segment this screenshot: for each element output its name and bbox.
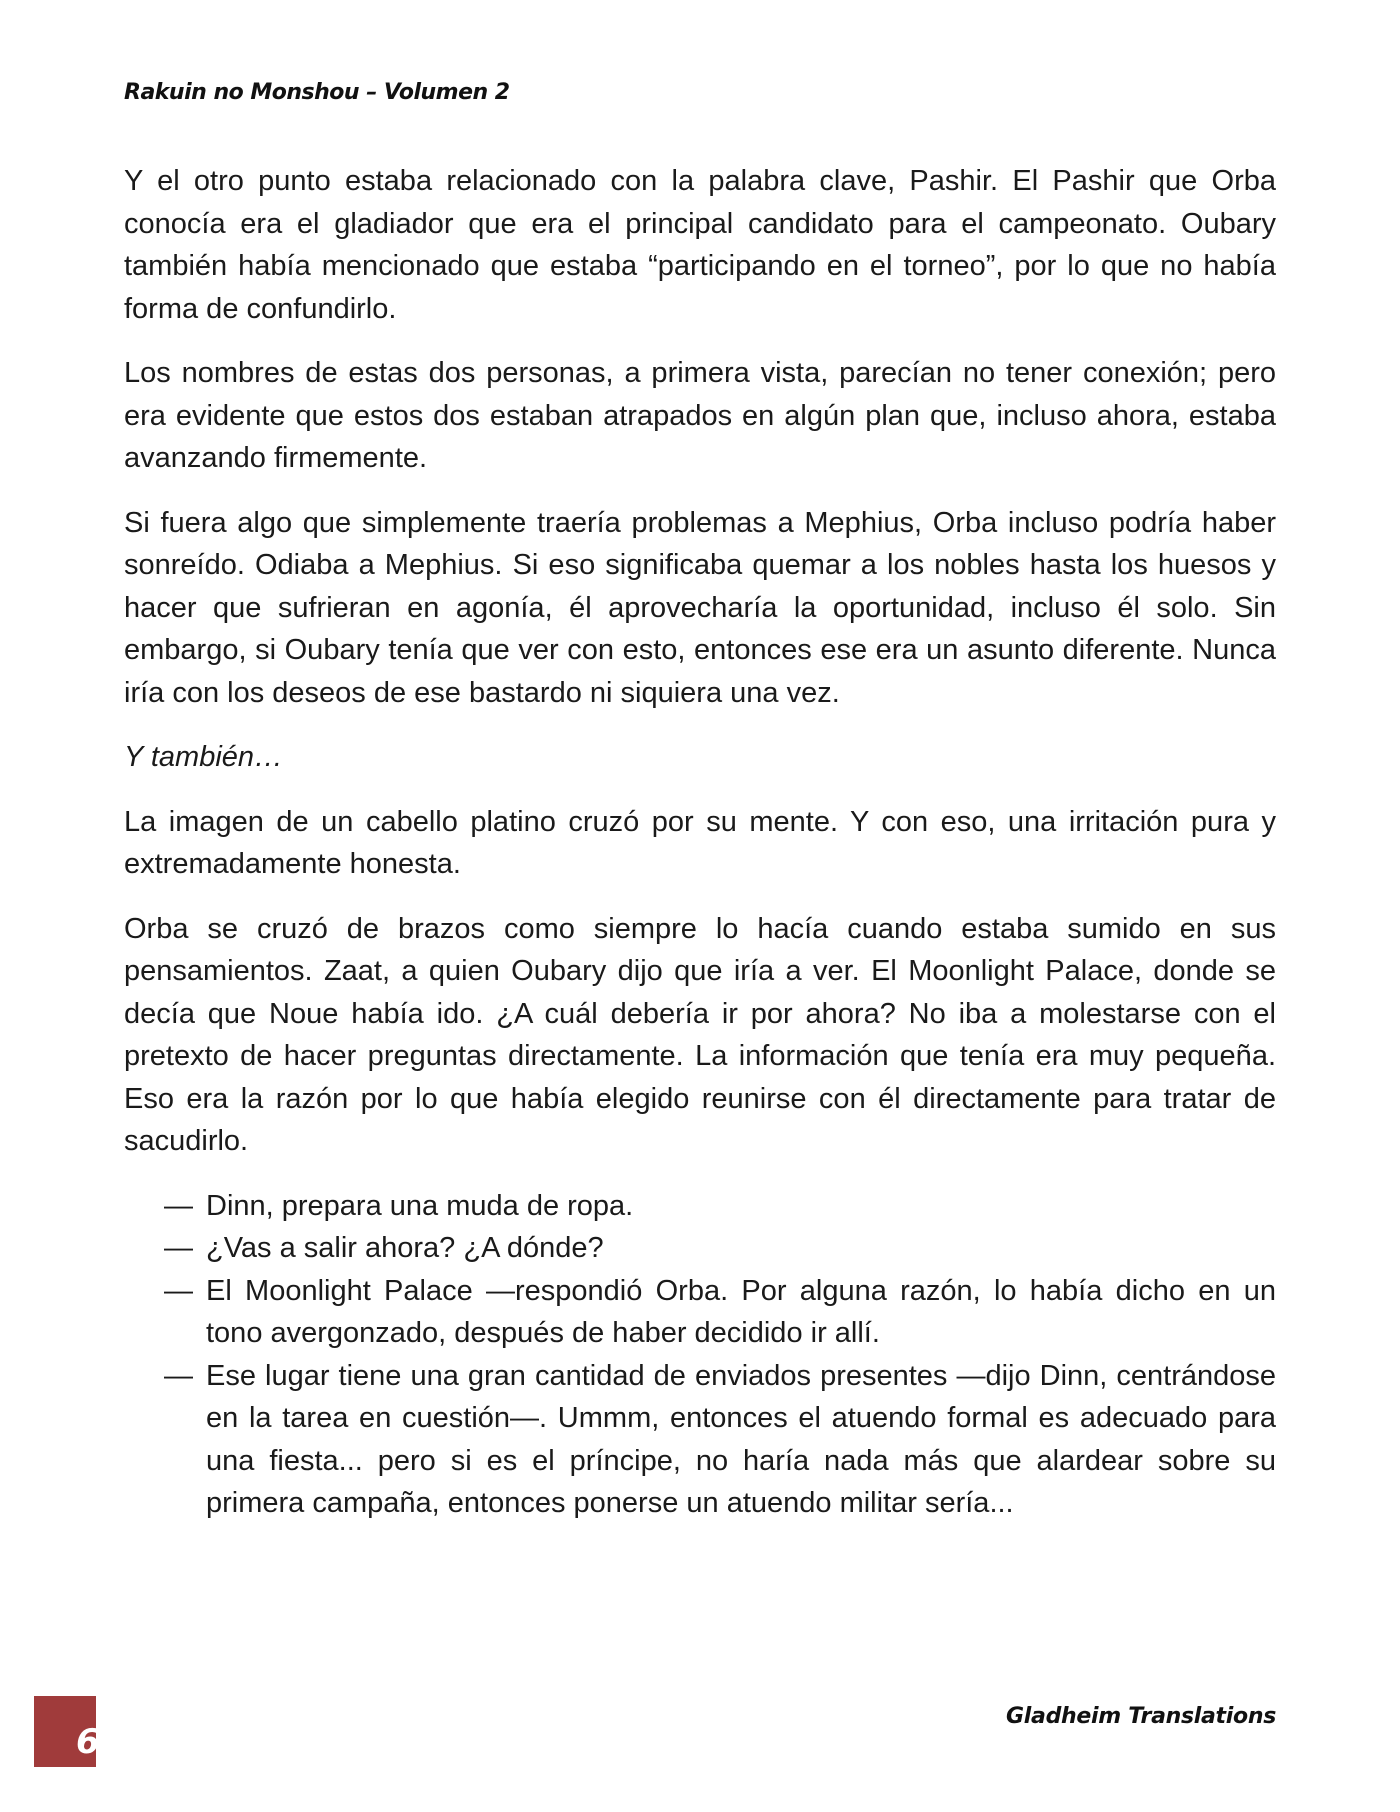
em-dash: — <box>164 1359 193 1392</box>
page-number-underline <box>34 1764 96 1767</box>
dialogue-text: Dinn, prepara una muda de ropa. <box>206 1189 634 1222</box>
dialogue-line <box>124 1270 1276 1355</box>
paragraph: Orba se cruzó de brazos como siempre lo hacía cuando estaba sumido en sus pensamientos. Zaat, a quien Oubary dijo que iría a ver. El Moonlight Palace, donde se decía que Noue había ido. ¿A cuál debería ir por ahora? No iba a molestarse con el pretexto de hacer preguntas directamente. La información que tenía era muy pequeña. Eso era la razón por lo que había elegido reunirse con él directamente para tratar de sacudirlo. <box>124 912 1276 1157</box>
footer-credit: Gladheim Translations <box>1006 1704 1276 1729</box>
running-header: Rakuin no Monshou – Volumen 2 <box>124 80 510 105</box>
italic-thought: Y también… <box>124 741 284 773</box>
paragraph: La imagen de un cabello platino cruzó por su mente. Y con eso, una irritación pura y extremadamente honesta. <box>124 805 1276 880</box>
em-dash: — <box>164 1232 193 1264</box>
em-dash: — <box>164 1274 193 1307</box>
dialogue-line <box>124 1355 1276 1525</box>
paragraph: Y el otro punto estaba relacionado con la palabra clave, Pashir. El Pashir que Orba conocía era el gladiador que era el principal candidato para el campeonato. Oubary también había mencionado que estaba “participando en el torneo”, por lo que no había forma de confundirlo. <box>124 165 1276 325</box>
page-number: 6 <box>76 1722 100 1762</box>
dialogue-list <box>124 1185 1276 1525</box>
dialogue-line <box>124 1185 1276 1228</box>
paragraph: Los nombres de estas dos personas, a primera vista, parecían no tener conexión; pero era evidente que estos dos estaban atrapados en algún plan que, incluso ahora, estaba avanzando firmemente. <box>124 357 1276 474</box>
dialogue-text: ¿Vas a salir ahora? ¿A dónde? <box>206 1232 604 1264</box>
dialogue-text: El Moonlight Palace —respondió Orba. Por alguna razón, lo había dicho en un tono avergonzado, después de haber decidido ir allí. <box>206 1274 1276 1349</box>
em-dash: — <box>164 1189 193 1222</box>
dialogue-text: Ese lugar tiene una gran cantidad de enviados presentes —dijo Dinn, centrándose en la tarea en cuestión—. Ummm, entonces el atuendo formal es adecuado para una fiesta... pero si es el príncipe, no haría nada más que alardear sobre su primera campaña, entonces ponerse un atuendo militar sería... <box>206 1359 1276 1519</box>
page-body <box>124 160 1276 1525</box>
dialogue-line <box>124 1227 1276 1270</box>
paragraph: Si fuera algo que simplemente traería problemas a Mephius, Orba incluso podría haber sonreído. Odiaba a Mephius. Si eso significaba quemar a los nobles hasta los huesos y hacer que sufrieran en agonía, él aprovecharía la oportunidad, incluso él solo. Sin embargo, si Oubary tenía que ver con esto, entonces ese era un asunto diferente. Nunca iría con los deseos de ese bastardo ni siquiera una vez. <box>124 506 1276 709</box>
